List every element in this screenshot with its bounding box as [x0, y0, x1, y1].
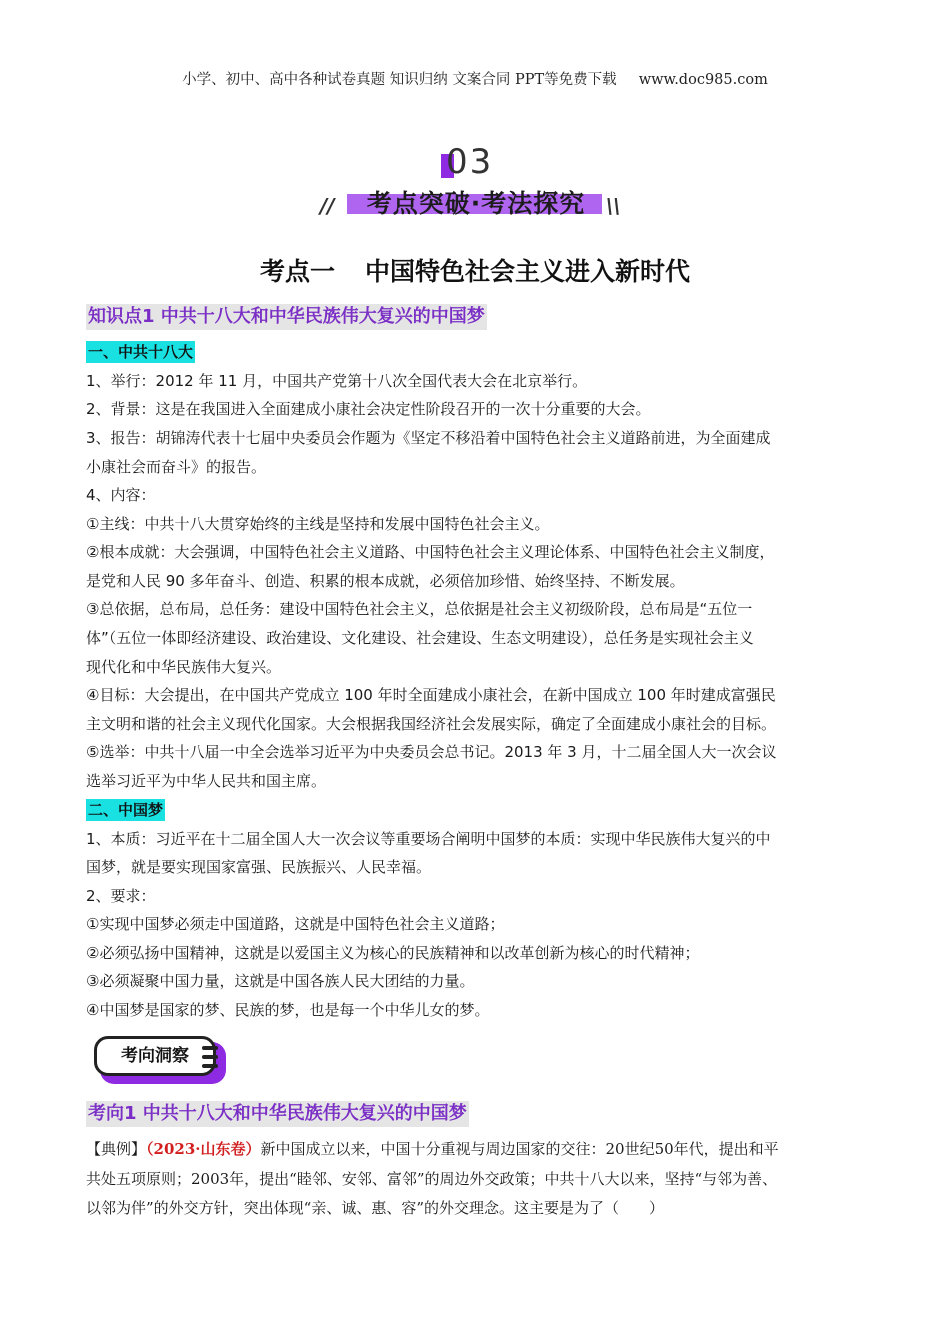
text-line: 体”（五位一体即经济建设、政治建设、文化建设、社会建设、生态文明建设），总任务是实现社会主义: [86, 629, 754, 647]
text-line: 主文明和谐的社会主义现代化国家。大会根据我国经济社会发展实际，确定了全面建成小康社会的目标。: [86, 715, 777, 733]
text-line: 2、要求：: [86, 887, 156, 905]
text-line: 1、举行：2012 年 11 月，中国共产党第十八次全国代表大会在北京举行。: [86, 372, 588, 390]
text-line: 3、报告：胡锦涛代表十七届中央委员会作题为《坚定不移沿着中国特色社会主义道路前进，为全面建成: [86, 429, 771, 447]
text-line: ②必须弘扬中国精神，这就是以爱国主义为核心的民族精神和以改革创新为核心的时代精神；: [86, 944, 700, 962]
text-line: ③总依据，总布局，总任务：建设中国特色社会主义，总依据是社会主义初级阶段，总布局是“五位一: [86, 600, 753, 618]
page-header: [0, 68, 950, 89]
example-source: （2023·山东卷）: [146, 1140, 261, 1158]
direction-heading: 考向1 中共十八大和中华民族伟大复兴的中国梦: [86, 1101, 469, 1127]
header-text: 小学、初中、高中各种试卷真题 知识归纳 文案合同 PPT等免费下载: [182, 72, 617, 88]
example-line: [86, 1137, 779, 1161]
text-line: ⑤选举：中共十八届一中全会选举习近平为中央委员会总书记。2013 年 3 月，十二届全国人大一次会议: [86, 743, 777, 761]
text-line: ④中国梦是国家的梦、民族的梦，也是每一个中华儿女的梦。: [86, 1001, 490, 1019]
text-line: 4、内容：: [86, 486, 156, 504]
example-text-1: 新中国成立以来，中国十分重视与周边国家的交往：20世纪50年代，提出和平: [260, 1140, 779, 1158]
text-line: 国梦，就是要实现国家富强、民族振兴、人民幸福。: [86, 858, 432, 876]
banner-slash-left: //: [320, 194, 335, 218]
example-line: 以邻为伴”的外交方针，突出体现“亲、诚、惠、容”的外交理念。这主要是为了（ ）: [86, 1199, 665, 1217]
section-prefix: 考点一: [259, 257, 335, 286]
text-line: 现代化和中华民族伟大复兴。: [86, 658, 282, 676]
header-site-link[interactable]: www.doc985.com: [638, 72, 768, 88]
banner-title: 考点突破·考法探究: [366, 189, 586, 218]
section-title-text: 中国特色社会主义进入新时代: [365, 257, 691, 286]
part2-heading: 二、中国梦: [88, 801, 164, 819]
badge-label: 考向洞察: [94, 1036, 216, 1076]
text-line: ②根本成就：大会强调，中国特色社会主义道路、中国特色社会主义理论体系、中国特色社会主义制度，: [86, 543, 775, 561]
banner-slash-right: \\: [606, 194, 621, 218]
text-line: ③必须凝聚中国力量，这就是中国各族人民大团结的力量。: [86, 972, 475, 990]
badge-bars-icon: [202, 1042, 222, 1072]
text-line: 小康社会而奋斗》的报告。: [86, 458, 267, 476]
part1-heading: 一、中共十八大: [88, 343, 194, 361]
text-line: 2、背景：这是在我国进入全面建成小康社会决定性阶段召开的一次十分重要的大会。: [86, 400, 651, 418]
example-label: 【典例】: [86, 1140, 147, 1158]
text-line: 1、本质：习近平在十二届全国人大一次会议等重要场合阐明中国梦的本质：实现中华民族伟大复兴的中: [86, 830, 771, 848]
section-title: [0, 252, 950, 288]
text-line: 是党和人民 90 多年奋斗、创造、积累的根本成就，必须倍加珍惜、始终坚持、不断发展。: [86, 572, 685, 590]
example-line: 共处五项原则；2003年，提出“睦邻、安邻、富邻”的周边外交政策；中共十八大以来，坚持“与邻为善、: [86, 1170, 778, 1188]
exam-insight-badge: [94, 1036, 224, 1084]
banner-number: 03: [446, 142, 494, 182]
text-line: ①实现中国梦必须走中国道路，这就是中国特色社会主义道路；: [86, 915, 505, 933]
text-line: ④目标：大会提出，在中国共产党成立 100 年时全面建成小康社会，在新中国成立 100 年时建成富强民: [86, 686, 776, 704]
section-banner: [0, 140, 950, 220]
text-line: 选举习近平为中华人民共和国主席。: [86, 772, 327, 790]
knowledge-point-heading: 知识点1 中共十八大和中华民族伟大复兴的中国梦: [86, 304, 487, 330]
text-line: ①主线：中共十八大贯穿始终的主线是坚持和发展中国特色社会主义。: [86, 515, 550, 533]
